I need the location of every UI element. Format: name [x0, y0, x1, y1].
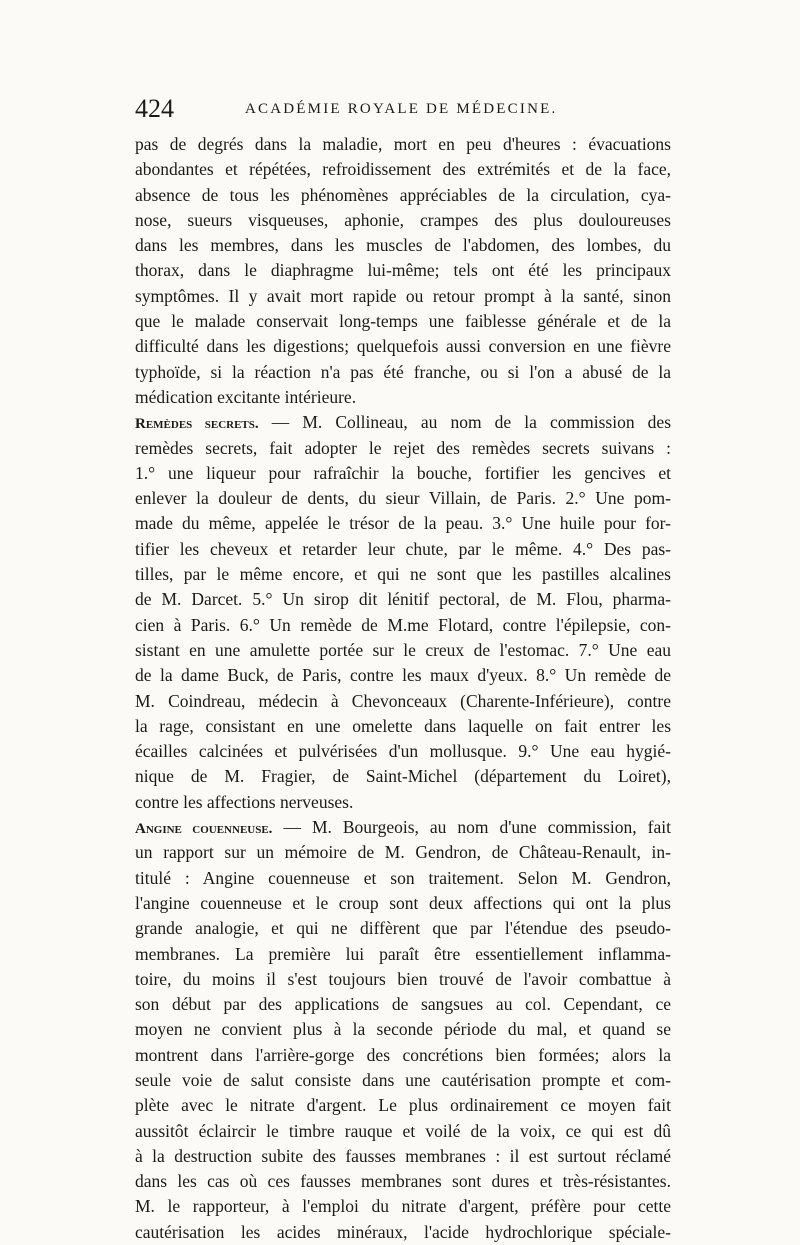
text-line: sistant en une amulette portée sur le creux de l'estomac. 7.° Une eau — [135, 639, 671, 660]
text-line: enlever la douleur de dents, du sieur Villain, de Paris. 2.° Une pom- — [135, 488, 671, 509]
page-header — [135, 94, 675, 124]
text-line: symptômes. Il y avait mort rapide ou retour prompt à la santé, sinon — [135, 285, 671, 306]
text-line: moyen ne convient plus à la seconde période du mal, et quand se — [135, 1019, 671, 1040]
text-line: plète avec le nitrate d'argent. Le plus ordinairement ce moyen fait — [135, 1095, 671, 1116]
page-number: 424 — [135, 94, 174, 123]
text-line: dans les cas où ces fausses membranes sont dures et très-résistantes. — [135, 1171, 671, 1192]
text-line: nose, sueurs visqueuses, aphonie, crampes des plus douloureuses — [135, 209, 671, 230]
text-line: 1.° une liqueur pour rafraîchir la bouche, fortifier les gencives et — [135, 462, 671, 483]
text-line: tifier les cheveux et retarder leur chute, par le même. 4.° Des pas- — [135, 538, 671, 559]
text-line: dans les membres, dans les muscles de l'abdomen, des lombes, du — [135, 235, 671, 256]
text-line: montrent dans l'arrière-gorge des concrétions bien formées; alors la — [135, 1044, 671, 1065]
text-line: made du même, appelée le trésor de la peau. 3.° Une huile pour for- — [135, 513, 671, 534]
text-line: contre les affections nerveuses. — [135, 791, 354, 812]
section-heading: Remèdes secrets. — [135, 416, 259, 433]
text-line: titulé : Angine couenneuse et son traitement. Selon M. Gendron, — [135, 867, 671, 888]
paragraph-remedes-secrets — [135, 410, 671, 815]
text-line: grande analogie, et qui ne diffèrent que par l'étendue des pseudo- — [135, 918, 671, 939]
text-line: abondantes et répétées, refroidissement des extrémités et de la face, — [135, 159, 671, 180]
text-line: écailles calcinées et pulvérisées d'un mollusque. 9.° Une eau hygié- — [135, 741, 671, 762]
text-line: à la destruction subite des fausses membranes : il est surtout réclamé — [135, 1145, 671, 1166]
text-line — [135, 815, 671, 840]
text-line: thorax, dans le diaphragme lui-même; tels ont été les principaux — [135, 260, 671, 281]
text-line: cautérisation les acides minéraux, l'acide hydrochlorique spéciale- — [135, 1221, 671, 1242]
text-line: membranes. La première lui paraît être essentiellement inflamma- — [135, 943, 671, 964]
text-line: absence de tous les phénomènes appréciables de la circulation, cya- — [135, 184, 671, 205]
text-line: médication excitante intérieure. — [135, 386, 357, 407]
text-line: difficulté dans les digestions; quelquefois aussi conversion en une fièvre — [135, 336, 671, 357]
text-line: de la dame Buck, de Paris, contre les maux d'yeux. 8.° Un remède de — [135, 665, 671, 686]
section-heading: Angine couenneuse. — [135, 821, 273, 838]
text-line: un rapport sur un mémoire de M. Gendron, de Château-Renault, in- — [135, 842, 671, 863]
text-line: tilles, par le même encore, et qui ne sont que les pastilles alcalines — [135, 564, 671, 585]
text-line: nique de M. Fragier, de Saint-Michel (département du Loiret), — [135, 766, 671, 787]
text-line — [135, 410, 671, 435]
paragraph-angine-couenneuse — [135, 815, 671, 1245]
text-line: l'angine couenneuse et le croup sont deux affections qui ont la plus — [135, 892, 671, 913]
text-line: aussitôt éclaircir le timbre rauque et voilé de la voix, ce qui est dû — [135, 1120, 671, 1141]
text-line: M. Coindreau, médecin à Chevonceaux (Charente-Inférieure), contre — [135, 690, 671, 711]
text-fragment: — M. Bourgeois, au nom d'une commission, fait — [272, 817, 671, 838]
text-line: toire, du moins il s'est toujours bien trouvé de l'avoir combattue à — [135, 968, 671, 989]
text-line: que le malade conservait long-temps une faiblesse générale et de la — [135, 311, 671, 332]
text-line: de M. Darcet. 5.° Un sirop dit lénitif pectoral, de M. Flou, pharma- — [135, 589, 671, 610]
paragraph-cholera-symptoms — [135, 132, 671, 410]
body-text — [135, 132, 671, 1245]
text-line: la rage, consistant en une omelette dans laquelle on fait entrer les — [135, 715, 671, 736]
text-line: typhoïde, si la réaction n'a pas été franche, ou si l'on a abusé de la — [135, 361, 671, 382]
text-line: son début par des applications de sangsues au col. Cependant, ce — [135, 994, 671, 1015]
text-line: seule voie de salut consiste dans une cautérisation prompte et com- — [135, 1069, 671, 1090]
running-head: ACADÉMIE ROYALE DE MÉDECINE. — [245, 101, 558, 117]
text-fragment: — M. Collineau, au nom de la commission des — [258, 412, 671, 433]
text-line: cien à Paris. 6.° Un remède de M.me Flotard, contre l'épilepsie, con- — [135, 614, 671, 635]
text-line: pas de degrés dans la maladie, mort en peu d'heures : évacuations — [135, 134, 671, 154]
text-line: M. le rapporteur, à l'emploi du nitrate d'argent, préfère pour cette — [135, 1196, 671, 1217]
text-line: remèdes secrets, fait adopter le rejet des remèdes secrets suivans : — [135, 437, 671, 458]
